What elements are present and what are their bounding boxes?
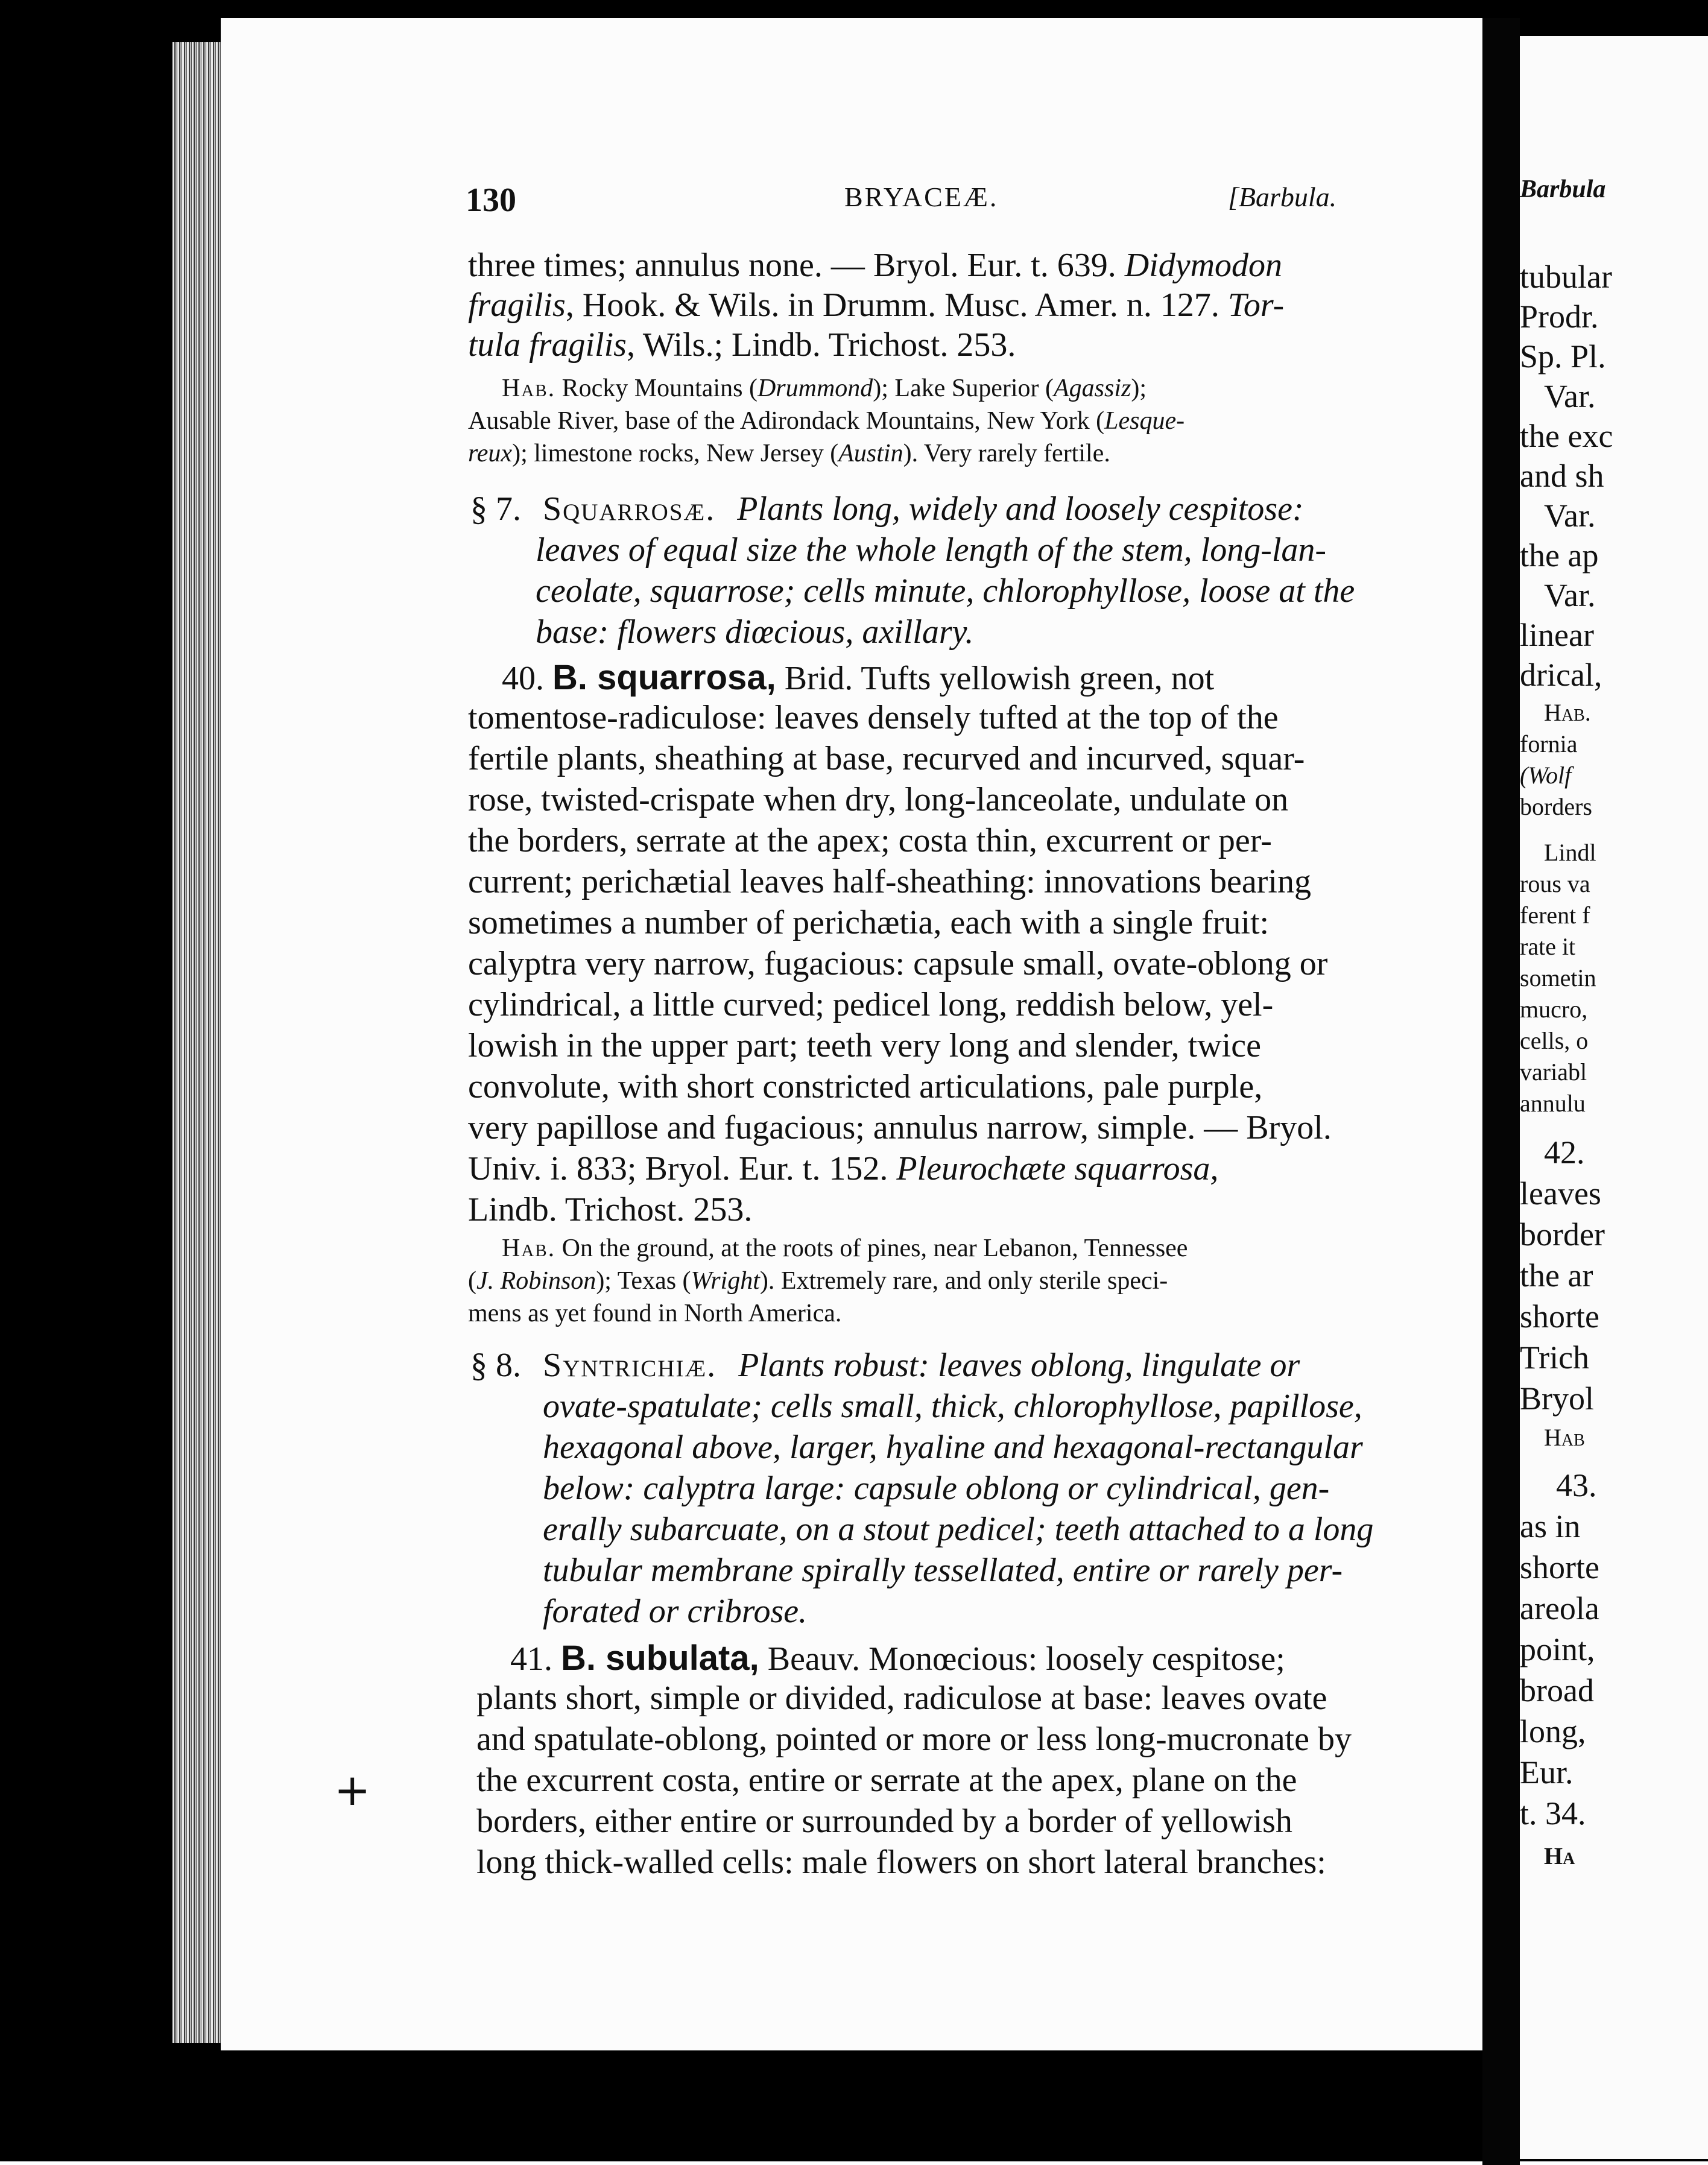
habitat-text: ); [1131,375,1147,402]
facing-line: fornia [1520,730,1578,757]
species-40-line-1 [502,657,1214,698]
facing-line: the ar [1520,1257,1593,1294]
habitat-text: ); Texas ( [596,1267,691,1295]
species-number: 40. [502,660,544,697]
facing-line: Hab. [1544,699,1591,726]
facing-line: border [1520,1216,1605,1253]
facing-page-header: Barbula [1520,175,1606,203]
facing-line: variabl [1520,1058,1587,1086]
species-40-line-8: calyptra very narrow, fugacious: capsule small, ovate-oblong or [468,945,1328,982]
section-description: Plants long, widely and loosely cespitose: [737,490,1304,528]
section-number: § 7. [470,490,521,528]
facing-line: point, [1520,1631,1595,1667]
facing-line: Hab [1544,1424,1585,1451]
continuation-line-3 [468,326,1016,364]
habitat-text: Rocky Mountains ( [555,375,758,402]
species-41-line-2: plants short, simple or divided, radiculose at base: leaves ovate [476,1680,1327,1717]
habitat-line-3 [468,439,1110,468]
habitat-text: ). Extremely rare, and only sterile speci- [759,1267,1168,1295]
section-8-line-3: hexagonal above, larger, hyaline and hexagonal-rectangular [543,1429,1363,1466]
facing-line: Sp. Pl. [1520,338,1606,375]
section-8-line-2: ovate-spatulate; cells small, thick, chlorophyllose, papillose, [543,1388,1362,1425]
habitat-text: ); limestone rocks, New Jersey ( [512,440,839,467]
habitat-text: ); Lake Superior ( [873,375,1054,402]
facing-line: rous va [1520,870,1590,897]
genus-tag: [Barbula. [1228,182,1337,212]
collector-name: J. Robinson [476,1267,596,1295]
margin-cross-mark: + [334,1765,371,1815]
species-40-line-14: Lindb. Trichost. 253. [468,1191,753,1228]
section-8-line-7: forated or cribrose. [543,1593,808,1630]
section-7-line-2: leaves of equal size the whole length of the stem, long-lan- [536,531,1327,569]
species-40-line-13 [468,1149,1218,1188]
species-name: B. squarrosa, [552,658,776,697]
section-name: Squarrosæ. [543,490,716,528]
facing-line: broad [1520,1672,1594,1708]
facing-line: 42. [1544,1134,1585,1171]
habitat-label: Hab. [502,375,556,402]
facing-line: Var. [1544,378,1596,414]
section-number: § 8. [470,1347,521,1384]
species-author: Beauv. [759,1640,861,1678]
species-41-line-6: long thick-walled cells: male flowers on short lateral branches: [476,1844,1326,1881]
habitat-text: ). Very rarely fertile. [903,440,1110,467]
species-name: B. subulata, [561,1639,759,1678]
synonym-genus: Didymodon [1124,247,1283,284]
collector-name: Lesque- [1104,407,1185,435]
facing-line: long, [1520,1713,1586,1749]
species-40-line-11: convolute, with short constricted articulations, pale purple, [468,1068,1263,1105]
species-author: Brid. [776,660,853,697]
habitat-line-1 [502,374,1147,403]
facing-line: shorte [1520,1549,1599,1585]
facing-line: Lindl [1544,839,1596,866]
facing-line: ferent f [1520,902,1590,929]
facing-line: Bryol [1520,1380,1595,1417]
facing-line: Var. [1544,498,1596,534]
facing-line: linear [1520,617,1594,653]
citation-text-2: , Wils.; Lindb. Trichost. 253. [626,326,1016,364]
book-gutter [1482,18,1520,2165]
species-40-line-3: fertile plants, sheathing at base, recurved and incurved, squar- [468,740,1305,777]
facing-line: t. 34. [1520,1795,1586,1832]
facing-line: areola [1520,1590,1599,1626]
species-41-line-5: borders, either entire or surrounded by a border of yellowish [476,1803,1292,1840]
species-description: Tufts yellowish green, not [853,660,1215,697]
facing-line: as in [1520,1508,1581,1544]
facing-line: Ha [1544,1842,1575,1869]
species-40-line-9: cylindrical, a little curved; pedicel long, reddish below, yel- [468,986,1274,1023]
citation-text: , Hook. & Wils. in Drumm. Musc. Amer. n. 127. [565,286,1228,324]
collector-name: Drummond [757,375,873,402]
section-7-line-1 [470,490,1304,528]
section-8-line-5: erally subarcuate, on a stout pedicel; teeth attached to a long [543,1511,1374,1548]
facing-line: mucro, [1520,996,1588,1023]
facing-line: Prodr. [1520,299,1599,335]
facing-line: Trich [1520,1339,1590,1376]
section-8-line-1 [470,1346,1300,1385]
continuation-text: three times; annulus none. — Bryol. Eur. t. 639. [468,247,1125,284]
facing-line: Var. [1544,577,1596,613]
page-number: 130 [466,182,516,219]
habitat-text: Ausable River, base of the Adirondack Mountains, New York ( [468,407,1105,435]
collector-name: Agassiz [1054,375,1131,402]
facing-line: and sh [1520,458,1604,494]
species-40-line-12: very papillose and fugacious; annulus narrow, simple. — Bryol. [468,1109,1332,1146]
section-name: Syntrichiæ. [543,1347,717,1384]
habitat-40-line-2 [468,1266,1168,1295]
facing-line: the ap [1520,537,1599,574]
facing-line: cells, o [1520,1027,1589,1054]
synonym-name: Pleurochæte squarrosa, [896,1150,1219,1187]
species-41-line-3: and spatulate-oblong, pointed or more or less long-mucronate by [476,1721,1352,1758]
species-40-line-4: rose, twisted-crispate when dry, long-lanceolate, undulate on [468,781,1289,818]
facing-line: (Wolf [1520,762,1572,789]
species-40-line-5: the borders, serrate at the apex; costa thin, excurrent or per- [468,822,1272,859]
section-7-line-4: base: flowers diœcious, axillary. [536,613,974,651]
continuation-line-2 [468,286,1284,324]
species-40-line-10: lowish in the upper part; teeth very long and slender, twice [468,1027,1261,1064]
species-number: 41. [510,1640,552,1678]
facing-page [1520,36,1708,2159]
collector-name: reux [468,440,513,467]
facing-line: borders [1520,793,1592,820]
running-title: BRYACEÆ. [844,182,999,212]
habitat-40-line-3: mens as yet found in North America. [468,1300,842,1327]
section-description: Plants robust: leaves oblong, lingulate or [738,1347,1300,1384]
species-41-line-1 [510,1638,1285,1678]
section-8-line-4: below: calyptra large: capsule oblong or cylindrical, gen- [543,1470,1330,1507]
habitat-label: Hab. [502,1234,556,1262]
synonym-epithet: fragilis [468,286,566,324]
species-description: Monœcious: loosely cespitose; [860,1640,1285,1678]
facing-line: tubular [1520,259,1612,295]
facing-line: sometin [1520,964,1596,991]
facing-line: shorte [1520,1298,1599,1335]
collector-name: Austin [838,440,903,467]
habitat-text: On the ground, at the roots of pines, near Lebanon, Tennessee [555,1234,1188,1262]
habitat-line-2 [468,406,1185,435]
synonym-name: tula fragilis [468,326,627,364]
facing-line: the exc [1520,418,1613,454]
continuation-line-1 [468,246,1282,285]
citation-text: Univ. i. 833; Bryol. Eur. t. 152. [468,1150,897,1187]
habitat-40-line-1 [502,1234,1188,1263]
facing-line: Eur. [1520,1754,1574,1790]
synonym-genus-2: Tor- [1227,286,1285,324]
species-40-line-2: tomentose-radiculose: leaves densely tufted at the top of the [468,699,1279,736]
page-edges [172,42,223,2043]
facing-line: 43. [1556,1467,1597,1503]
collector-name: Wright [691,1267,760,1295]
section-7-line-3: ceolate, squarrose; cells minute, chlorophyllose, loose at the [536,572,1355,610]
habitat-text: ( [468,1267,476,1295]
facing-line: rate it [1520,933,1576,960]
species-40-line-7: sometimes a number of perichætia, each with a single fruit: [468,904,1270,941]
section-8-line-6: tubular membrane spirally tessellated, entire or rarely per- [543,1552,1343,1589]
facing-line: annulu [1520,1090,1586,1117]
species-41-line-4: the excurrent costa, entire or serrate at the apex, plane on the [476,1762,1297,1799]
facing-line: leaves [1520,1175,1601,1212]
facing-line: drical, [1520,657,1602,693]
species-40-line-6: current; perichætial leaves half-sheathing: innovations bearing [468,863,1311,900]
